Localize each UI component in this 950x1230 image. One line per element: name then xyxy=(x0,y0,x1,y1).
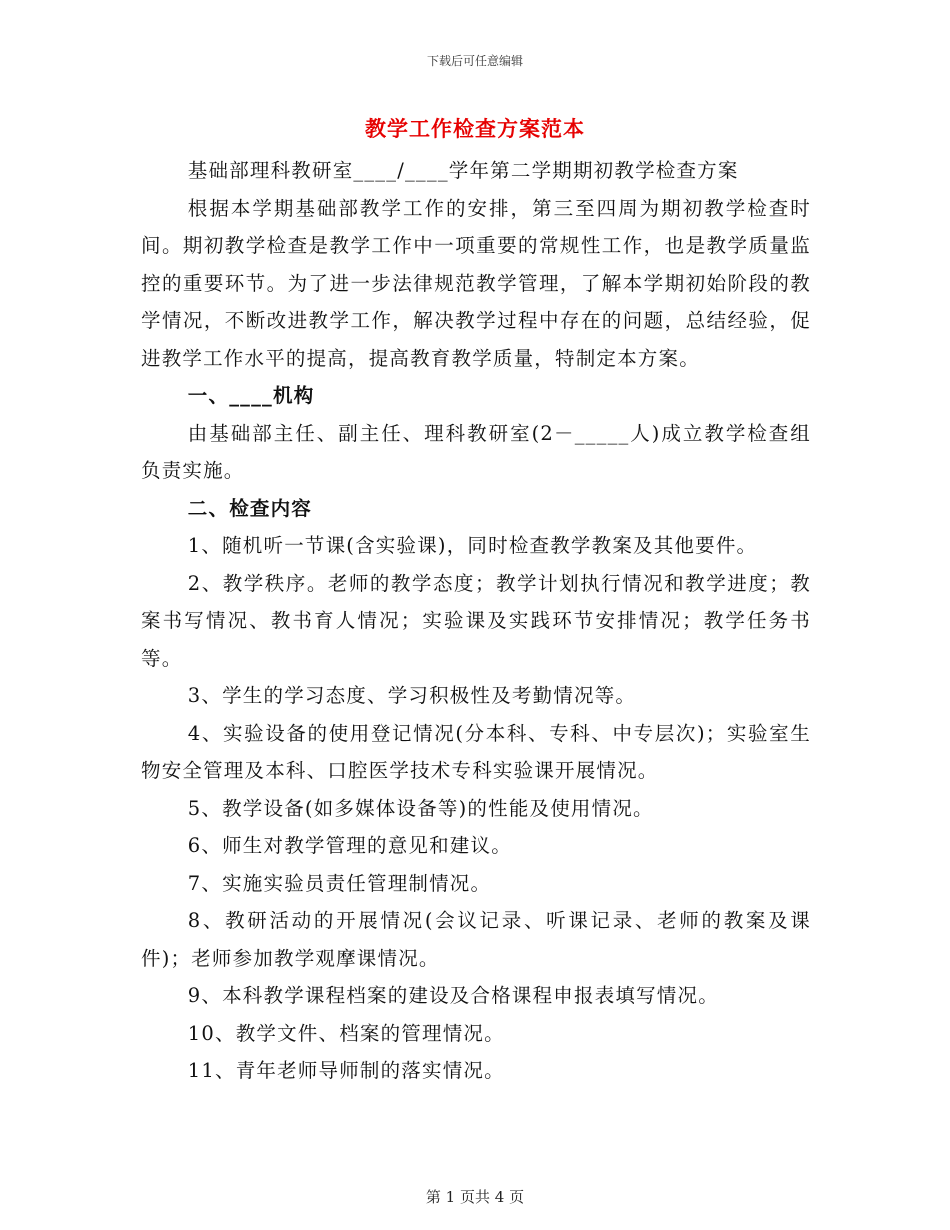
section-heading-organization: 一、____机构 xyxy=(187,384,315,407)
list-item: 6、师生对教学管理的意见和建议。 xyxy=(187,834,512,857)
list-item: 9、本科教学课程档案的建设及合格课程申报表填写情况。 xyxy=(187,984,719,1007)
list-item: 11、青年老师导师制的落实情况。 xyxy=(187,1059,505,1082)
page-header: 下载后可任意编辑 xyxy=(426,54,523,68)
intro-paragraph: 根据本学期基础部教学工作的安排，第三至四周为期初教学检查时间。期初教学检查是教学工作中一项重要的常规性工作，也是教学质量监控的重要环节。为了进一步法律规范教学管理，了解本学期初始阶段的教学情况，不断改进教学工作，解决教学过程中存在的问题，总结经验，促进教学工作水平的提高，提高教育教学质量，特制定本方案。 xyxy=(141,196,811,370)
list-item: 3、学生的学习态度、学习积极性及考勤情况等。 xyxy=(187,684,637,707)
list-item: 4、实验设备的使用登记情况(分本科、专科、中专层次)；实验室生物安全管理及本科、口腔医学技术专科实验课开展情况。 xyxy=(141,721,811,782)
document-body xyxy=(141,152,811,1090)
list-item: 7、实施实验员责任管理制情况。 xyxy=(187,871,492,895)
document-title: 教学工作检查方案范本 xyxy=(365,116,585,141)
section-heading-inspection-content: 二、检查内容 xyxy=(187,496,312,520)
list-item: 2、教学秩序。老师的教学态度；教学计划执行情况和教学进度；教案书写情况、教书育人情况；实验课及实践环节安排情况；教学任务书等。 xyxy=(141,571,811,670)
list-item: 1、随机听一节课(含实验课)，同时检查教学教案及其他要件。 xyxy=(187,534,758,557)
document-subtitle: 基础部理科教研室____/____学年第二学期期初教学检查方案 xyxy=(187,159,739,182)
organization-paragraph: 由基础部主任、副主任、理科教研室(2－_____人)成立教学检查组负责实施。 xyxy=(141,421,811,482)
list-item: 5、教学设备(如多媒体设备等)的性能及使用情况。 xyxy=(187,796,654,820)
list-item: 10、教学文件、档案的管理情况。 xyxy=(187,1021,505,1045)
list-item: 8、教研活动的开展情况(会议记录、听课记录、老师的教案及课件)；老师参加教学观摩课情况。 xyxy=(141,909,811,970)
page-number: 第 1 页共 4 页 xyxy=(425,1188,525,1206)
